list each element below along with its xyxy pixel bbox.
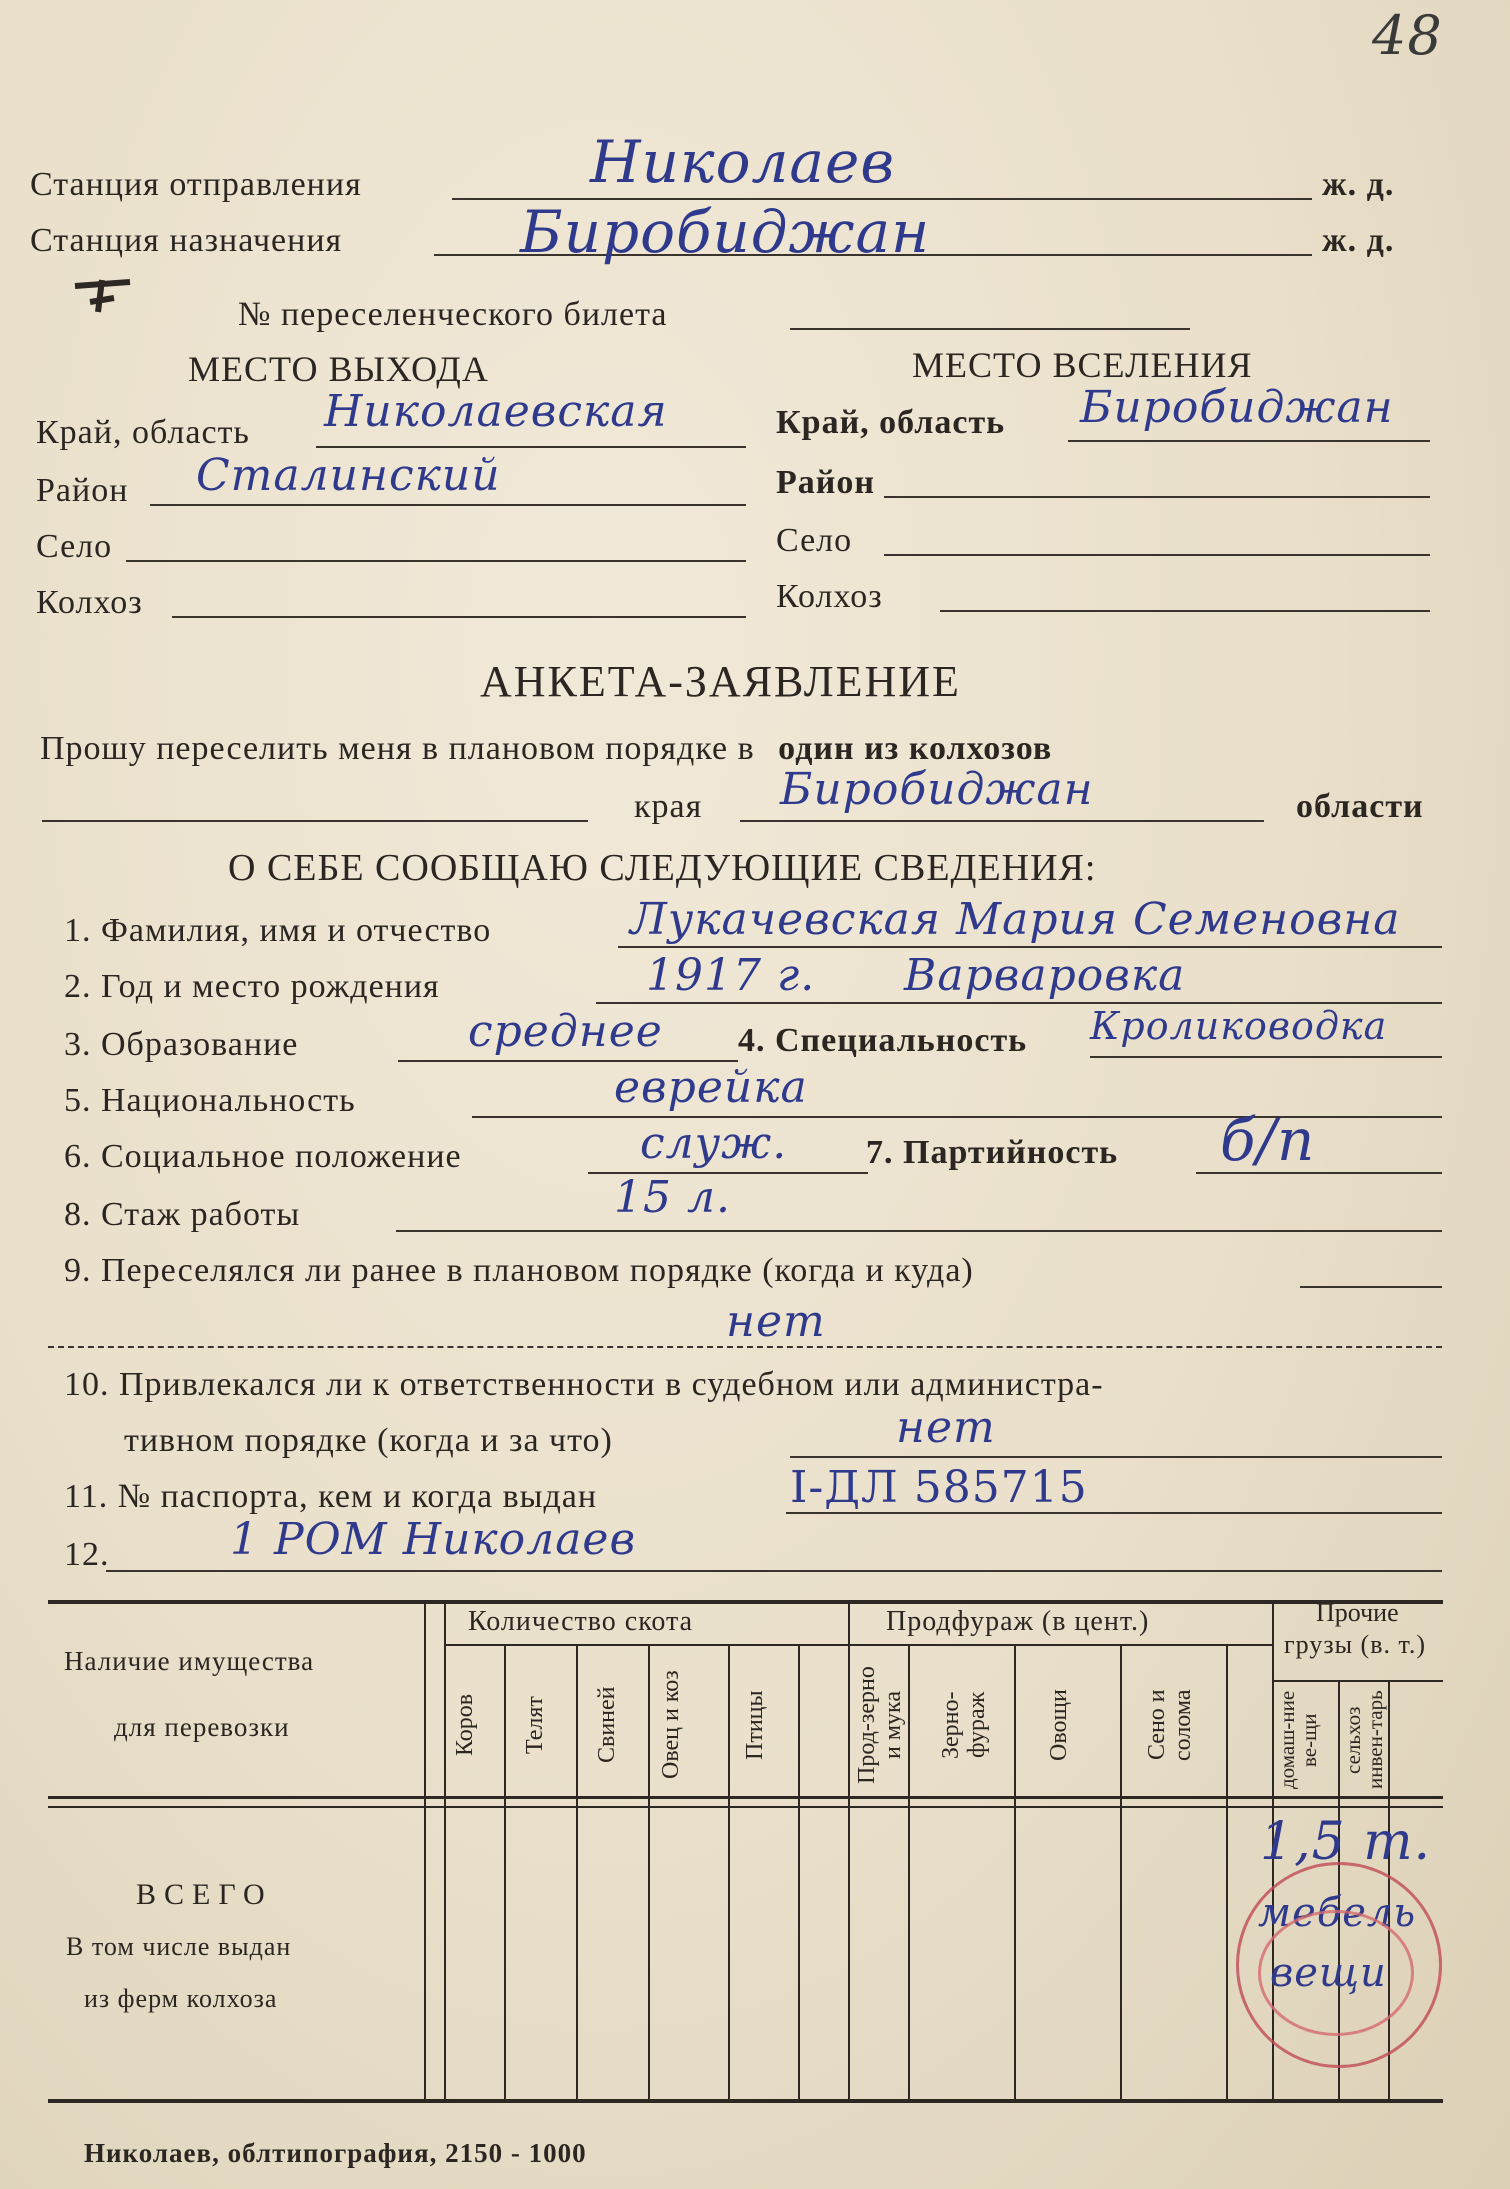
incl-label-line2: из ферм колхоза [84,1984,278,2013]
request-region-value: Биробиджан [780,764,1094,815]
field-5-label: 5. Национальность [64,1082,356,1119]
other-group-rule [1272,1680,1443,1682]
settle-district-line [884,496,1430,498]
exit-village-label: Село [36,528,113,565]
field-2-place: Варваровка [904,950,1186,1001]
field-1-value: Лукачевская Мария Семеновна [630,894,1401,945]
field-8-label: 8. Стаж работы [64,1196,301,1233]
col-pigs: Свиней [594,1686,620,1764]
col-divider-10 [1014,1644,1016,2099]
settle-village-line [884,554,1430,556]
field-12-line [106,1570,1442,1572]
total-label: ВСЕГО [136,1878,273,1911]
table-header-rule-2 [48,1806,1443,1808]
page-number: 48 [1372,4,1443,67]
exit-kolkhoz-line [172,616,746,618]
field-1-line [618,946,1442,948]
household-value: 1,5 т. [1260,1812,1432,1872]
field-8-value: 15 л. [614,1172,731,1223]
exit-place-title: МЕСТО ВЫХОДА [188,349,489,389]
field-5-value: еврейка [614,1062,808,1113]
field-4-label: 4. Специальность [738,1022,1028,1059]
field-3-value: среднее [468,1006,663,1057]
col-divider-2 [444,1600,446,2099]
destination-suffix: ж. д. [1322,222,1395,259]
col-divider-12 [1226,1644,1228,2099]
ticket-line [790,328,1190,330]
ink-mark-icon [70,272,140,322]
exit-district-line [150,504,746,506]
settle-kolkhoz-line [940,610,1430,612]
field-10-label-b: тивном порядке (когда и за что) [124,1422,613,1459]
request-text: Прошу переселить меня в плановом порядке в [40,730,755,767]
field-9-line-a [1300,1286,1442,1288]
ticket-label: № переселенческого билета [238,296,668,333]
col-grain: Прод-зерно и мука [854,1666,906,1784]
settle-region-value: Биробиджан [1080,382,1394,433]
col-hay: Сено и солома [1144,1689,1196,1761]
form-title: АНКЕТА-ЗАЯВЛЕНИЕ [480,657,961,706]
field-12-value: 1 РОМ Николаев [230,1514,637,1565]
destination-value: Биробиджан [520,198,931,266]
col-divider-8 [848,1600,850,2099]
col-divider-3 [504,1644,506,2099]
col-birds: Птицы [742,1690,768,1760]
col-divider-5 [648,1644,650,2099]
fodder-group-rule [848,1644,1272,1646]
col-sheep: Овец и коз [658,1670,684,1780]
request-region-line [740,820,1264,822]
property-table [48,1600,1443,2103]
field-11-value: I-ДЛ 585715 [790,1462,1088,1513]
col-calves: Телят [522,1696,548,1754]
exit-kolkhoz-label: Колхоз [36,584,143,621]
info-title: О СЕБЕ СООБЩАЮ СЛЕДУЮЩИЕ СВЕДЕНИЯ: [228,847,1097,889]
field-11-label: 11. № паспорта, кем и когда выдан [64,1478,598,1515]
settle-region-line [1068,440,1430,442]
livestock-group-header: Количество скота [468,1606,694,1637]
request-line [40,730,1052,768]
col-divider-7 [798,1644,800,2099]
footer-imprint: Николаев, облтипография, 2150 - 1000 [84,2138,587,2168]
field-10-value: нет [896,1402,996,1453]
departure-suffix: ж. д. [1322,166,1395,203]
departure-value: Николаев [590,128,896,196]
departure-label: Станция отправления [30,166,362,203]
field-2-label: 2. Год и место рождения [64,968,440,1005]
oblast-label: области [1296,788,1424,825]
col-divider-9 [908,1644,910,2099]
household-note-2: вещи [1270,1950,1387,1996]
col-fodder-grain: Зерно-фураж [938,1691,990,1759]
fodder-group-header: Продфураж (в цент.) [886,1606,1150,1637]
field-9-value: нет [726,1296,826,1347]
destination-label: Станция назначения [30,222,343,259]
field-2-year: 1917 г. [646,950,816,1001]
settle-district-label: Район [776,464,875,501]
field-3-label: 3. Образование [64,1026,299,1063]
exit-district-value: Сталинский [196,450,501,501]
field-1-label: 1. Фамилия, имя и отчество [64,912,492,949]
field-10-label-a: 10. Привлекался ли к ответственности в судебном или администра- [64,1366,1104,1403]
exit-region-value: Николаевская [324,386,668,437]
field-6-label: 6. Социальное положение [64,1138,462,1175]
table-top-rule [48,1600,1443,1604]
col-divider-6 [728,1644,730,2099]
exit-region-line [316,446,746,448]
col-vegetables: Овощи [1046,1689,1072,1761]
exit-region-label: Край, область [36,414,250,451]
row-header-line2: для перевозки [114,1712,290,1742]
field-12-label: 12. [64,1536,110,1573]
field-9-label: 9. Переселялся ли ранее в плановом порядке (когда и куда) [64,1252,974,1289]
other-group-header-line2: грузы (в. т.) [1284,1630,1427,1659]
exit-district-label: Район [36,472,129,509]
field-7-label: 7. Партийность [866,1134,1119,1171]
other-group-header-line1: Прочие [1316,1598,1399,1627]
settle-village-label: Село [776,522,853,559]
settle-place-title: МЕСТО ВСЕЛЕНИЯ [912,345,1253,385]
request-text-bold: один из колхозов [778,730,1053,767]
table-bottom-rule [48,2099,1443,2103]
request-blank-line [42,820,588,822]
household-note-1: мебель [1258,1890,1417,1936]
field-6-value: служ. [640,1118,788,1169]
col-divider-1 [424,1600,426,2099]
col-divider-11 [1120,1644,1122,2099]
settle-region-label: Край, область [776,404,1006,441]
col-divider-4 [576,1644,578,2099]
field-4-value: Кролиководка [1090,1004,1388,1048]
incl-label-line1: В том числе выдан [66,1932,292,1961]
field-8-line [396,1230,1442,1232]
row-header-line1: Наличие имущества [64,1646,315,1676]
col-farm-tools: сельхоз инвен-тарь [1341,1690,1387,1790]
col-household: домаш-ние ве-щи [1275,1690,1321,1790]
field-4-line [1090,1056,1442,1058]
field-10-line [790,1456,1442,1458]
settle-kolkhoz-label: Колхоз [776,578,883,615]
table-header-rule [48,1796,1443,1799]
col-cows: Коров [452,1693,478,1757]
kray-label: края [634,788,703,825]
exit-village-line [126,560,746,562]
field-7-value: б/п [1220,1106,1316,1174]
red-pencil-mark-2 [1258,1910,1414,2036]
